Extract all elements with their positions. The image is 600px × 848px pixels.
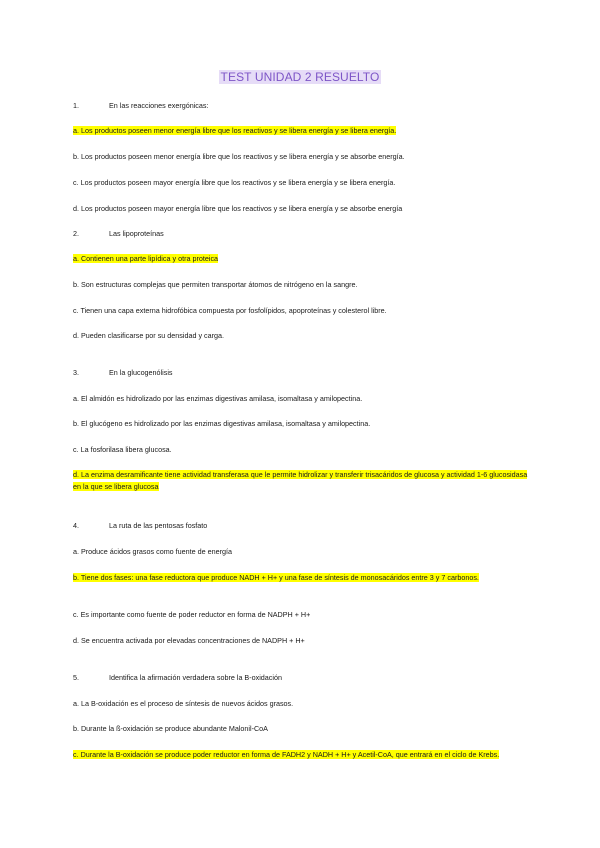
question-text: Las lipoproteínas: [109, 229, 164, 238]
correct-answer-highlight: a. Los productos poseen menor energía libre que los reactivos y se libera energía y se libera energía.: [73, 126, 397, 135]
question-text: En las reacciones exergónicas:: [109, 101, 209, 110]
option-3b: b. El glucógeno es hidrolizado por las enzimas digestivas amilasa, isomaltasa y amilopectina.: [73, 419, 371, 428]
question-number: 2.: [73, 229, 79, 238]
option-5c: [73, 749, 529, 761]
option-2c: c. Tienen una capa externa hidrofóbica compuesta por fosfolípidos, apoproteínas y colesterol libre.: [73, 306, 387, 315]
option-1a: [73, 125, 529, 137]
option-4b: [73, 572, 529, 584]
option-3c: c. La fosforilasa libera glucosa.: [73, 445, 172, 454]
question-number: 3.: [73, 368, 79, 377]
question-number: 1.: [73, 101, 79, 110]
question-number: 4.: [73, 521, 79, 530]
option-1c: c. Los productos poseen mayor energía libre que los reactivos y se libera energía y se libera energía.: [73, 178, 396, 187]
question-text: Identifica la afirmación verdadera sobre la B-oxidación: [109, 673, 282, 682]
option-2a: [73, 253, 529, 265]
question-4: [73, 520, 207, 531]
question-1: [73, 100, 208, 111]
correct-answer-highlight: d. La enzima desramificante tiene actividad transferasa que le permite hidrolizar y transferir trisacáridos de glucosa y actividad 1-6 glucosidasa en la que se libera glucosa: [73, 470, 528, 491]
option-4d: d. Se encuentra activada por elevadas concentraciones de NADPH + H+: [73, 636, 305, 645]
title-text: TEST UNIDAD 2 RESUELTO: [220, 70, 380, 84]
option-3a: a. El almidón es hidrolizado por las enzimas digestivas amilasa, isomaltasa y amilopectina.: [73, 394, 363, 403]
correct-answer-highlight: b. Tiene dos fases: una fase reductora que produce NADH + H+ y una fase de síntesis de monosacáridos entre 3 y 7 carbonos.: [73, 573, 479, 582]
option-2d: d. Pueden clasificarse por su densidad y carga.: [73, 331, 225, 340]
question-text: En la glucogenólisis: [109, 368, 173, 377]
question-number: 5.: [73, 673, 79, 682]
question-text: La ruta de las pentosas fosfato: [109, 521, 208, 530]
option-4c: c. Es importante como fuente de poder reductor en forma de NADPH + H+: [73, 610, 311, 619]
question-3: [73, 367, 173, 378]
option-5a: a. La B-oxidación es el proceso de síntesis de nuevos ácidos grasos.: [73, 699, 294, 708]
option-4a: a. Produce ácidos grasos como fuente de energía: [73, 547, 233, 556]
option-3d: [73, 469, 529, 492]
option-5b: b. Durante la ß-oxidación se produce abundante Malonil-CoA: [73, 724, 268, 733]
option-1b: b. Los productos poseen menor energía libre que los reactivos y se libera energía y se absorbe energía.: [73, 152, 405, 161]
document-title: [0, 70, 600, 84]
question-2: [73, 228, 164, 239]
correct-answer-highlight: a. Contienen una parte lipídica y otra proteica: [73, 254, 219, 263]
option-2b: b. Son estructuras complejas que permiten transportar átomos de nitrógeno en la sangre.: [73, 280, 358, 289]
question-5: [73, 672, 282, 683]
option-1d: d. Los productos poseen mayor energía libre que los reactivos y se libera energía y se absorbe energía: [73, 204, 403, 213]
correct-answer-highlight: c. Durante la B-oxidación se produce poder reductor en forma de FADH2 y NADH + H+ y Acetil-CoA, que entrará en el ciclo de Krebs.: [73, 750, 500, 759]
